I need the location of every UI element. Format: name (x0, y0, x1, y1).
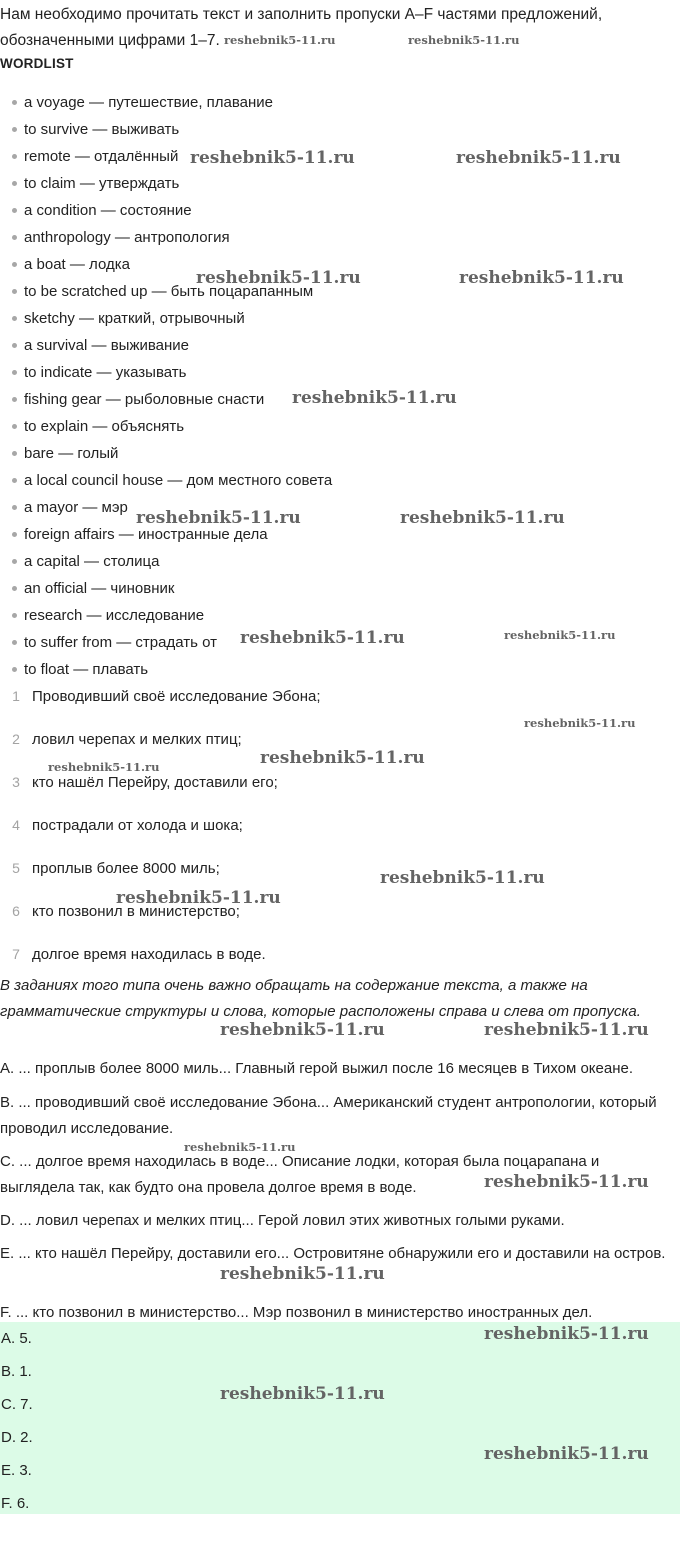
explanation-c: C. ... долгое время находилась в воде... Описание лодки, которая была поцарапана и выглядела так, как будто она провела долгое время в воде. (0, 1153, 600, 1196)
wordlist (12, 89, 332, 683)
watermark: reshebnik5-11.ru (484, 1020, 649, 1040)
watermark: reshebnik5-11.ru (240, 628, 405, 648)
wordlist-item (12, 440, 332, 467)
intro-text: Нам необходимо прочитать текст и заполнить пропуски A–F частями предложений, обозначенными цифрами 1–7. (0, 6, 603, 49)
watermark: reshebnik5-11.ru (220, 1384, 385, 1404)
wordlist-item-text: to claim — утверждать (24, 175, 180, 192)
answer-b: B. 1. (1, 1363, 32, 1380)
answer-d: D. 2. (1, 1429, 33, 1446)
watermark: reshebnik5-11.ru (380, 868, 545, 888)
watermark: reshebnik5-11.ru (116, 888, 281, 908)
item-text: ловил черепах и мелких птиц; (32, 731, 242, 748)
item-text: Проводивший своё исследование Эбона; (32, 688, 321, 705)
wordlist-item (12, 197, 332, 224)
item-text: долгое время находилась в воде. (32, 946, 266, 963)
explanation-e: E. ... кто нашёл Перейру, доставили его... Островитяне обнаружили его и доставили на остров. (0, 1245, 666, 1262)
watermark: reshebnik5-11.ru (504, 628, 616, 642)
bullet-icon (12, 316, 17, 321)
watermark: reshebnik5-11.ru (400, 508, 565, 528)
bullet-icon (12, 289, 17, 294)
wordlist-item-text: to survive — выживать (24, 121, 180, 138)
item-number: 1 (12, 688, 20, 704)
watermark: reshebnik5-11.ru (292, 388, 457, 408)
wordlist-item-text: a boat — лодка (24, 256, 130, 273)
wordlist-item-text: sketchy — краткий, отрывочный (24, 310, 245, 327)
bullet-icon (12, 586, 17, 591)
item-text: проплыв более 8000 миль; (32, 860, 220, 877)
wordlist-item-text: to float — плавать (24, 661, 149, 678)
wordlist-item-text: fishing gear — рыболовные снасти (24, 391, 265, 408)
wordlist-item (12, 305, 332, 332)
bullet-icon (12, 235, 17, 240)
answer-f: F. 6. (1, 1495, 30, 1512)
item-number: 2 (12, 731, 20, 747)
answers-box (0, 1322, 680, 1514)
bullet-icon (12, 127, 17, 132)
watermark: reshebnik5-11.ru (456, 148, 621, 168)
wordlist-item (12, 278, 332, 305)
wordlist-item (12, 656, 332, 683)
item-number: 7 (12, 946, 20, 962)
watermark: reshebnik5-11.ru (196, 268, 361, 288)
wordlist-item-text: a mayor — мэр (24, 499, 128, 516)
wordlist-item (12, 629, 332, 656)
wordlist-item (12, 224, 332, 251)
numbered-item (0, 726, 321, 769)
bullet-icon (12, 640, 17, 645)
bullet-icon (12, 613, 17, 618)
watermark: reshebnik5-11.ru (220, 1264, 385, 1284)
wordlist-item (12, 116, 332, 143)
numbered-list (0, 683, 321, 984)
item-text: кто нашёл Перейру, доставили его; (32, 774, 278, 791)
item-number: 4 (12, 817, 20, 833)
bullet-icon (12, 451, 17, 456)
explanation-a: A. ... проплыв более 8000 миль... Главный герой выжил после 16 месяцев в Тихом океане. (0, 1060, 634, 1077)
answer-a: A. 5. (1, 1330, 32, 1347)
bullet-icon (12, 667, 17, 672)
hint-note: В заданиях того типа очень важно обращать на содержание текста, а также на грамматические структуры и слова, которые расположены справа и слева от пропуска. (0, 977, 641, 1020)
answer-e: E. 3. (1, 1462, 32, 1479)
wordlist-item-text: to suffer from — страдать от (24, 634, 217, 651)
item-number: 3 (12, 774, 20, 790)
bullet-icon (12, 181, 17, 186)
bullet-icon (12, 424, 17, 429)
item-number: 6 (12, 903, 20, 919)
watermark: reshebnik5-11.ru (184, 1140, 296, 1154)
bullet-icon (12, 370, 17, 375)
wordlist-item (12, 170, 332, 197)
wordlist-item (12, 602, 332, 629)
watermark: reshebnik5-11.ru (224, 33, 336, 47)
answer-c: C. 7. (1, 1396, 33, 1413)
bullet-icon (12, 397, 17, 402)
wordlist-title: WORDLIST (0, 56, 74, 71)
wordlist-item-text: bare — голый (24, 445, 119, 462)
watermark: reshebnik5-11.ru (190, 148, 355, 168)
wordlist-item-text: a condition — состояние (24, 202, 192, 219)
explanation-d: D. ... ловил черепах и мелких птиц... Герой ловил этих животных голыми руками. (0, 1212, 565, 1229)
watermark: reshebnik5-11.ru (459, 268, 624, 288)
bullet-icon (12, 343, 17, 348)
item-number: 5 (12, 860, 20, 876)
watermark: reshebnik5-11.ru (260, 748, 425, 768)
watermark: reshebnik5-11.ru (524, 716, 636, 730)
watermark: reshebnik5-11.ru (484, 1444, 649, 1464)
bullet-icon (12, 559, 17, 564)
watermark: reshebnik5-11.ru (484, 1324, 649, 1344)
wordlist-item (12, 575, 332, 602)
numbered-item (0, 855, 321, 898)
bullet-icon (12, 208, 17, 213)
wordlist-item-text: a voyage — путешествие, плавание (24, 94, 274, 111)
explanation-b: B. ... проводивший своё исследование Эбона... Американский студент антропологии, который проводил исследование. (0, 1094, 657, 1137)
wordlist-item-text: to explain — объяснять (24, 418, 185, 435)
wordlist-item (12, 143, 332, 170)
bullet-icon (12, 478, 17, 483)
numbered-item (0, 812, 321, 855)
wordlist-item-text: a capital — столица (24, 553, 160, 570)
watermark: reshebnik5-11.ru (408, 33, 520, 47)
wordlist-item-text: anthropology — антропология (24, 229, 230, 246)
wordlist-item (12, 548, 332, 575)
watermark: reshebnik5-11.ru (484, 1172, 649, 1192)
wordlist-item (12, 467, 332, 494)
bullet-icon (12, 505, 17, 510)
item-text: пострадали от холода и шока; (32, 817, 243, 834)
watermark: reshebnik5-11.ru (220, 1020, 385, 1040)
bullet-icon (12, 262, 17, 267)
bullet-icon (12, 532, 17, 537)
bullet-icon (12, 154, 17, 159)
bullet-icon (12, 100, 17, 105)
wordlist-item-text: research — исследование (24, 607, 205, 624)
wordlist-item (12, 89, 332, 116)
item-text: кто позвонил в министерство; (32, 903, 240, 920)
wordlist-item-text: to indicate — указывать (24, 364, 187, 381)
wordlist-item (12, 494, 332, 521)
watermark: reshebnik5-11.ru (136, 508, 301, 528)
wordlist-item (12, 413, 332, 440)
wordlist-item (12, 359, 332, 386)
numbered-item (0, 898, 321, 941)
numbered-item (0, 683, 321, 726)
wordlist-item-text: foreign affairs — иностранные дела (24, 526, 268, 543)
wordlist-item-text: remote — отдалённый (24, 148, 179, 165)
wordlist-item-text: a survival — выживание (24, 337, 189, 354)
watermark: reshebnik5-11.ru (48, 760, 160, 774)
wordlist-item (12, 332, 332, 359)
wordlist-item (12, 386, 332, 413)
wordlist-item-text: to be scratched up — быть поцарапанным (24, 283, 314, 300)
numbered-item (0, 769, 321, 812)
explanation-f: F. ... кто позвонил в министерство... Мэр позвонил в министерство иностранных дел. (0, 1304, 593, 1321)
wordlist-item (12, 251, 332, 278)
wordlist-item (12, 521, 332, 548)
wordlist-item-text: an official — чиновник (24, 580, 175, 597)
wordlist-item-text: a local council house — дом местного совета (24, 472, 333, 489)
